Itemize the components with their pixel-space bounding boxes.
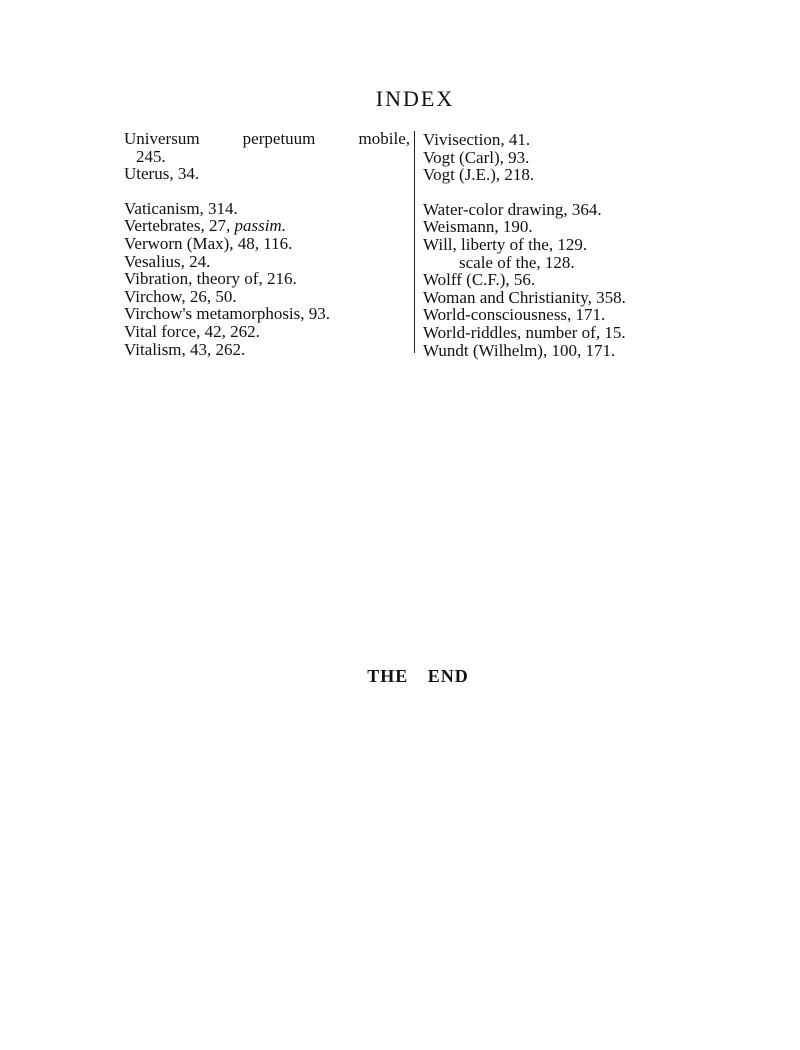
index-entry: Virchow, 26, 50. bbox=[124, 286, 237, 306]
index-entry: Wundt (Wilhelm), 100, 171. bbox=[423, 340, 616, 360]
index-entry: Water-color drawing, 364. bbox=[423, 199, 602, 219]
index-entry: World-consciousness, 171. bbox=[423, 305, 606, 325]
index-entry: Will, liberty of the, 129. bbox=[423, 234, 588, 254]
index-entry-continuation: 245. bbox=[136, 146, 166, 166]
index-entry: Vaticanism, 314. bbox=[124, 198, 238, 218]
index-entry: Vibration, theory of, 216. bbox=[124, 269, 297, 289]
page-title: INDEX bbox=[375, 86, 455, 111]
index-entry-text: Vertebrates, 27, bbox=[124, 216, 235, 236]
index-entry: Vogt (J.E.), 218. bbox=[423, 165, 535, 185]
index-entry: Vital force, 42, 262. bbox=[124, 321, 260, 341]
index-entry-italic: passim. bbox=[234, 216, 286, 236]
index-subentry: scale of the, 128. bbox=[459, 252, 575, 272]
index-column-left bbox=[124, 130, 410, 358]
index-entry: Vitalism, 43, 262. bbox=[124, 339, 246, 359]
the-end-footer: THE END bbox=[367, 666, 469, 686]
index-entry: Wolff (C.F.), 56. bbox=[423, 270, 536, 290]
index-entry: World-riddles, number of, 15. bbox=[423, 322, 626, 342]
index-column-right bbox=[414, 130, 713, 360]
index-entry: Uterus, 34. bbox=[124, 164, 200, 184]
index-entry: Virchow's metamorphosis, 93. bbox=[124, 304, 331, 324]
index-entry: Woman and Christianity, 358. bbox=[423, 287, 626, 307]
index-entry bbox=[124, 217, 410, 235]
index-entry: Verworn (Max), 48, 116. bbox=[124, 233, 293, 253]
index-entry: Vesalius, 24. bbox=[124, 251, 211, 271]
index-entry: Vivisection, 41. bbox=[423, 130, 531, 149]
index-entry: Weismann, 190. bbox=[423, 217, 533, 237]
section-gap bbox=[423, 184, 713, 201]
section-gap bbox=[124, 183, 410, 200]
index-entry: Universum perpetuum mobile, bbox=[124, 129, 410, 148]
index-entry: Vogt (Carl), 93. bbox=[423, 147, 530, 167]
